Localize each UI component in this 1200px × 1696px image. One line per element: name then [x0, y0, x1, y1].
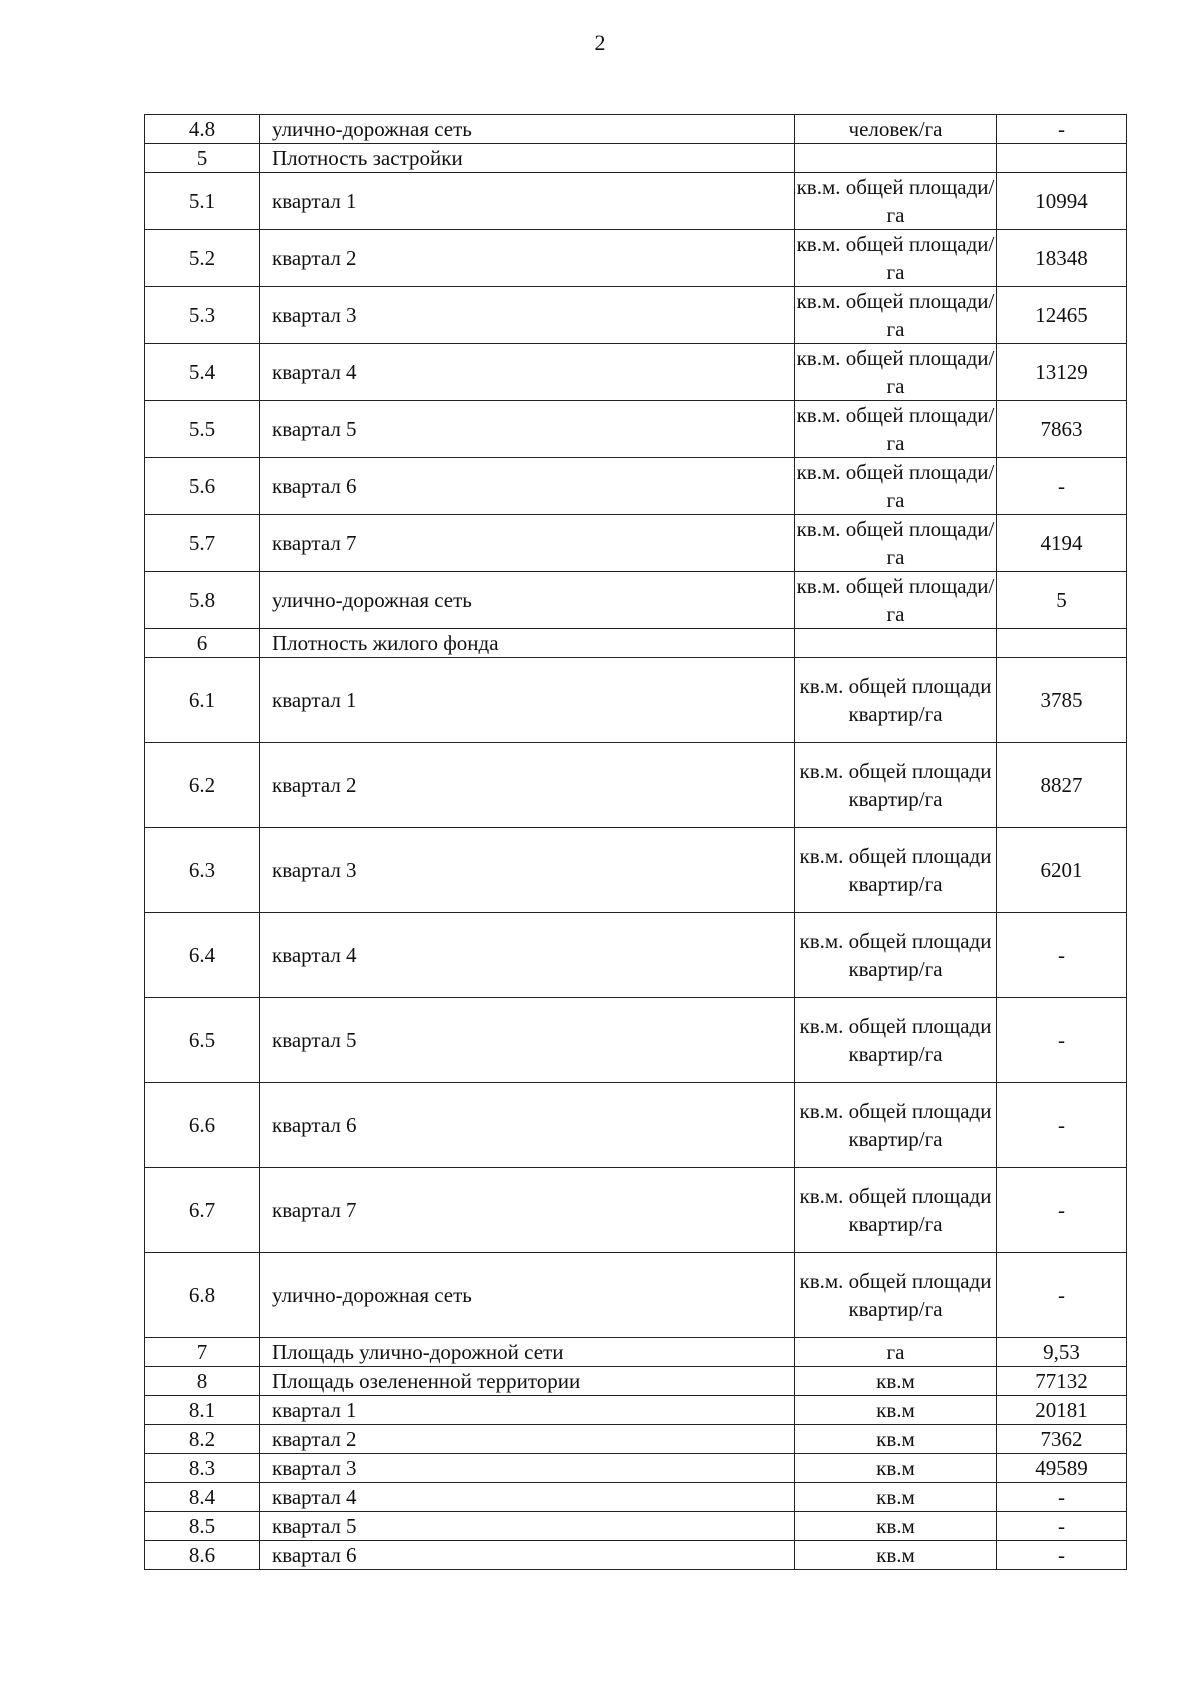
row-name-cell: Плотность жилого фонда [260, 629, 795, 658]
row-number-cell: 8.4 [145, 1483, 260, 1512]
row-value-cell: - [997, 913, 1127, 998]
row-unit-cell: кв.м. общей площади квартир/га [795, 913, 997, 998]
row-value-cell: 77132 [997, 1367, 1127, 1396]
row-value-cell: 7863 [997, 401, 1127, 458]
table-row [145, 1541, 1127, 1570]
table-row [145, 458, 1127, 515]
row-unit-cell: кв.м [795, 1483, 997, 1512]
row-value-cell: - [997, 1541, 1127, 1570]
row-number-cell: 5.3 [145, 287, 260, 344]
row-name-cell: улично-дорожная сеть [260, 1253, 795, 1338]
row-number-cell: 5.8 [145, 572, 260, 629]
row-value-cell: 49589 [997, 1454, 1127, 1483]
row-value-cell [997, 144, 1127, 173]
row-name-cell: квартал 1 [260, 173, 795, 230]
table-row [145, 998, 1127, 1083]
row-unit-cell: кв.м. общей площади/га [795, 344, 997, 401]
row-number-cell: 8.6 [145, 1541, 260, 1570]
table-row [145, 287, 1127, 344]
row-name-cell: квартал 7 [260, 515, 795, 572]
row-unit-cell: кв.м [795, 1367, 997, 1396]
row-value-cell: - [997, 1512, 1127, 1541]
row-number-cell: 8.5 [145, 1512, 260, 1541]
row-number-cell: 6.1 [145, 658, 260, 743]
row-unit-cell: кв.м. общей площади квартир/га [795, 743, 997, 828]
row-number-cell: 5 [145, 144, 260, 173]
row-value-cell: - [997, 1168, 1127, 1253]
table-row [145, 401, 1127, 458]
row-value-cell: 6201 [997, 828, 1127, 913]
table-row [145, 913, 1127, 998]
row-name-cell: улично-дорожная сеть [260, 115, 795, 144]
row-number-cell: 6.3 [145, 828, 260, 913]
row-unit-cell: кв.м. общей площади квартир/га [795, 828, 997, 913]
row-value-cell: - [997, 1083, 1127, 1168]
row-value-cell: - [997, 998, 1127, 1083]
row-value-cell: 3785 [997, 658, 1127, 743]
row-number-cell: 5.1 [145, 173, 260, 230]
row-number-cell: 6.4 [145, 913, 260, 998]
row-unit-cell: кв.м. общей площади квартир/га [795, 998, 997, 1083]
row-name-cell: квартал 5 [260, 998, 795, 1083]
row-unit-cell: га [795, 1338, 997, 1367]
row-name-cell: квартал 3 [260, 287, 795, 344]
row-number-cell: 4.8 [145, 115, 260, 144]
row-value-cell: - [997, 458, 1127, 515]
table-row [145, 1425, 1127, 1454]
row-unit-cell: кв.м. общей площади/га [795, 458, 997, 515]
row-number-cell: 6.8 [145, 1253, 260, 1338]
row-value-cell: - [997, 1253, 1127, 1338]
page-number: 2 [594, 30, 606, 55]
table-row [145, 1253, 1127, 1338]
row-unit-cell: кв.м. общей площади квартир/га [795, 1253, 997, 1338]
row-unit-cell [795, 629, 997, 658]
row-name-cell: квартал 7 [260, 1168, 795, 1253]
table-row [145, 572, 1127, 629]
row-value-cell: - [997, 1483, 1127, 1512]
row-name-cell: квартал 3 [260, 828, 795, 913]
row-name-cell: Площадь улично-дорожной сети [260, 1338, 795, 1367]
row-unit-cell: кв.м. общей площади/га [795, 287, 997, 344]
row-name-cell: квартал 2 [260, 1425, 795, 1454]
row-unit-cell: кв.м [795, 1512, 997, 1541]
row-unit-cell: кв.м [795, 1425, 997, 1454]
row-unit-cell: кв.м. общей площади/га [795, 173, 997, 230]
table-row [145, 828, 1127, 913]
row-number-cell: 8.1 [145, 1396, 260, 1425]
table-row [145, 230, 1127, 287]
table-row [145, 743, 1127, 828]
row-unit-cell: человек/га [795, 115, 997, 144]
row-unit-cell: кв.м [795, 1541, 997, 1570]
table-row [145, 629, 1127, 658]
row-unit-cell: кв.м. общей площади/га [795, 230, 997, 287]
row-name-cell: квартал 6 [260, 1083, 795, 1168]
table-row [145, 1168, 1127, 1253]
table-row [145, 1083, 1127, 1168]
table-row [145, 173, 1127, 230]
row-name-cell: Плотность застройки [260, 144, 795, 173]
row-name-cell: квартал 5 [260, 1512, 795, 1541]
table-row [145, 115, 1127, 144]
indicators-table [144, 114, 1127, 1570]
row-name-cell: квартал 4 [260, 913, 795, 998]
row-unit-cell: кв.м. общей площади/га [795, 401, 997, 458]
row-name-cell: квартал 6 [260, 1541, 795, 1570]
row-value-cell: 10994 [997, 173, 1127, 230]
row-name-cell: квартал 1 [260, 658, 795, 743]
table-row [145, 515, 1127, 572]
table-row [145, 1367, 1127, 1396]
row-value-cell: 8827 [997, 743, 1127, 828]
table-row [145, 1454, 1127, 1483]
row-value-cell: 9,53 [997, 1338, 1127, 1367]
row-unit-cell: кв.м. общей площади/га [795, 515, 997, 572]
row-value-cell: 4194 [997, 515, 1127, 572]
row-value-cell: 18348 [997, 230, 1127, 287]
row-unit-cell: кв.м [795, 1454, 997, 1483]
row-unit-cell: кв.м. общей площади/га [795, 572, 997, 629]
row-unit-cell: кв.м. общей площади квартир/га [795, 1168, 997, 1253]
row-number-cell: 5.7 [145, 515, 260, 572]
table-row [145, 1483, 1127, 1512]
table-row [145, 1396, 1127, 1425]
row-name-cell: квартал 4 [260, 1483, 795, 1512]
row-unit-cell: кв.м [795, 1396, 997, 1425]
row-number-cell: 5.2 [145, 230, 260, 287]
table-body [145, 115, 1127, 1570]
row-name-cell: улично-дорожная сеть [260, 572, 795, 629]
row-name-cell: квартал 1 [260, 1396, 795, 1425]
row-number-cell: 5.5 [145, 401, 260, 458]
row-number-cell: 6 [145, 629, 260, 658]
row-name-cell: квартал 2 [260, 743, 795, 828]
row-name-cell: квартал 2 [260, 230, 795, 287]
row-name-cell: квартал 3 [260, 1454, 795, 1483]
table-row [145, 1338, 1127, 1367]
row-number-cell: 5.4 [145, 344, 260, 401]
table-row [145, 658, 1127, 743]
row-name-cell: Площадь озелененной территории [260, 1367, 795, 1396]
row-number-cell: 6.7 [145, 1168, 260, 1253]
row-value-cell: 13129 [997, 344, 1127, 401]
table-row [145, 344, 1127, 401]
row-unit-cell: кв.м. общей площади квартир/га [795, 1083, 997, 1168]
row-number-cell: 6.5 [145, 998, 260, 1083]
row-unit-cell [795, 144, 997, 173]
row-number-cell: 8.2 [145, 1425, 260, 1454]
row-value-cell: 5 [997, 572, 1127, 629]
row-name-cell: квартал 4 [260, 344, 795, 401]
row-unit-cell: кв.м. общей площади квартир/га [795, 658, 997, 743]
row-value-cell: 20181 [997, 1396, 1127, 1425]
row-value-cell: 7362 [997, 1425, 1127, 1454]
row-value-cell [997, 629, 1127, 658]
row-name-cell: квартал 5 [260, 401, 795, 458]
row-number-cell: 8.3 [145, 1454, 260, 1483]
row-value-cell: 12465 [997, 287, 1127, 344]
table-row [145, 144, 1127, 173]
row-number-cell: 8 [145, 1367, 260, 1396]
row-number-cell: 6.2 [145, 743, 260, 828]
table-row [145, 1512, 1127, 1541]
row-number-cell: 6.6 [145, 1083, 260, 1168]
row-name-cell: квартал 6 [260, 458, 795, 515]
row-number-cell: 5.6 [145, 458, 260, 515]
row-value-cell: - [997, 115, 1127, 144]
row-number-cell: 7 [145, 1338, 260, 1367]
